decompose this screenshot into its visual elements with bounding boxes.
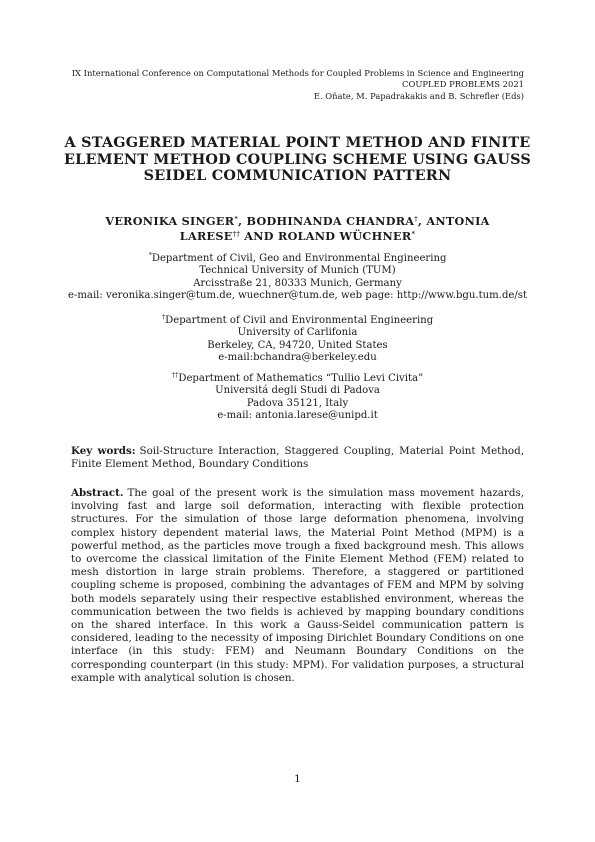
author-name: BODHINANDA CHANDRA [246, 214, 415, 228]
author-name: ROLAND WÜCHNER [277, 228, 412, 243]
page-number: 1 [294, 773, 301, 785]
affiliation-address: Arcisstraße 21, 80333 Munich, Germany [193, 277, 402, 289]
affiliation-address: Padova 35121, Italy [246, 397, 349, 409]
affiliation-department: Department of Civil and Environmental Engineering [165, 315, 434, 326]
title-line-3: SEIDEL COMMUNICATION PATTERN [143, 167, 452, 185]
author-name: VERONIKA SINGER [105, 214, 235, 228]
author-line-2 [60, 229, 535, 244]
title-line-1: A STAGGERED MATERIAL POINT METHOD AND FINITE [64, 134, 531, 151]
title-line-2: ELEMENT METHOD COUPLING SCHEME USING GAUSS [63, 150, 532, 168]
affiliation-contact: e-mail:bchandra@berkeley.edu [218, 351, 377, 363]
affiliation-institution: University of Carlifonia [237, 327, 358, 339]
header-editors: E. Oñate, M. Papadrakakis and B. Schrefler (Eds) [313, 90, 524, 101]
author-mark: * [234, 215, 239, 223]
affiliation-contact: e-mail: veronika.singer@tum.de, wuechner@tum.de, web page: http://www.bgu.tum.de/st [67, 289, 528, 301]
author-name: LARESE [179, 228, 233, 243]
keywords-label: Key words: [71, 445, 136, 457]
abstract-text: The goal of the present work is the simulation mass movement hazards, involving fast and large soil deformation, interacting with flexible protection structures. For the simulation of those large deformation phenomena, involving complex history dependent material laws, the Material Point Method (MPM) is a powerful method, as the particles move trough a fixed background mesh. This allows to overcome the classical limitation of the Finite Element Method (FEM) related to mesh distortion in large strain problems. Therefore, a staggered or partitioned coupling scheme is proposed, combining the advantages of FEM and MPM by solving both models separately using their respective established environment, whereas the communication between the two fields is achieved by mapping boundary conditions on the shared interface. In this work a Gauss-Seidel communication pattern is considered, leading to the necessity of imposing Dirichlet Boundary Conditions on one interface (in this study: FEM) and Neumann Boundary Conditions on the corresponding counterpart (in this study: MPM). For validation purposes, a structural example with analytical solution is chosen. [71, 487, 524, 684]
keywords-text: Soil-Structure Interaction, Staggered Coupling, Material Point Method, Finite Element Method, Boundary Conditions [71, 445, 524, 471]
author-separator: , ANTONIA [418, 214, 490, 228]
header-conference-short: COUPLED PROBLEMS 2021 [402, 79, 524, 90]
author-list [60, 214, 535, 243]
header-conference-name: IX International Conference on Computational Methods for Coupled Problems in Science and Engineering [71, 68, 524, 78]
author-mark: † [414, 215, 419, 223]
affiliation-mark: * [148, 251, 152, 259]
affiliation-contact: e-mail: antonia.larese@unipd.it [217, 409, 378, 421]
affiliation-institution: Technical University of Munich (TUM) [199, 265, 396, 277]
affiliation-address: Berkeley, CA, 94720, United States [207, 339, 388, 351]
affiliation-department: Department of Civil, Geo and Environmental Engineering [151, 253, 447, 264]
affiliation-berkeley [40, 315, 555, 364]
affiliation-institution: Universitá degli Studi di Padova [215, 385, 380, 397]
abstract-paragraph [71, 487, 524, 685]
author-line-1 [60, 214, 535, 229]
paper-title [60, 135, 535, 185]
affiliation-mark: † [161, 313, 166, 321]
affiliation-tum [40, 253, 555, 302]
author-separator: AND [240, 228, 278, 243]
affiliation-department: Department of Mathematics “Tullio Levi Civita” [178, 373, 424, 384]
affiliation-padova [40, 373, 555, 422]
keywords-paragraph [71, 445, 524, 471]
author-mark: †† [232, 229, 241, 238]
author-mark: * [411, 229, 416, 238]
author-separator: , [238, 214, 247, 228]
affiliation-mark: †† [171, 371, 179, 379]
conference-header [72, 68, 524, 102]
abstract-label: Abstract. [71, 487, 124, 499]
